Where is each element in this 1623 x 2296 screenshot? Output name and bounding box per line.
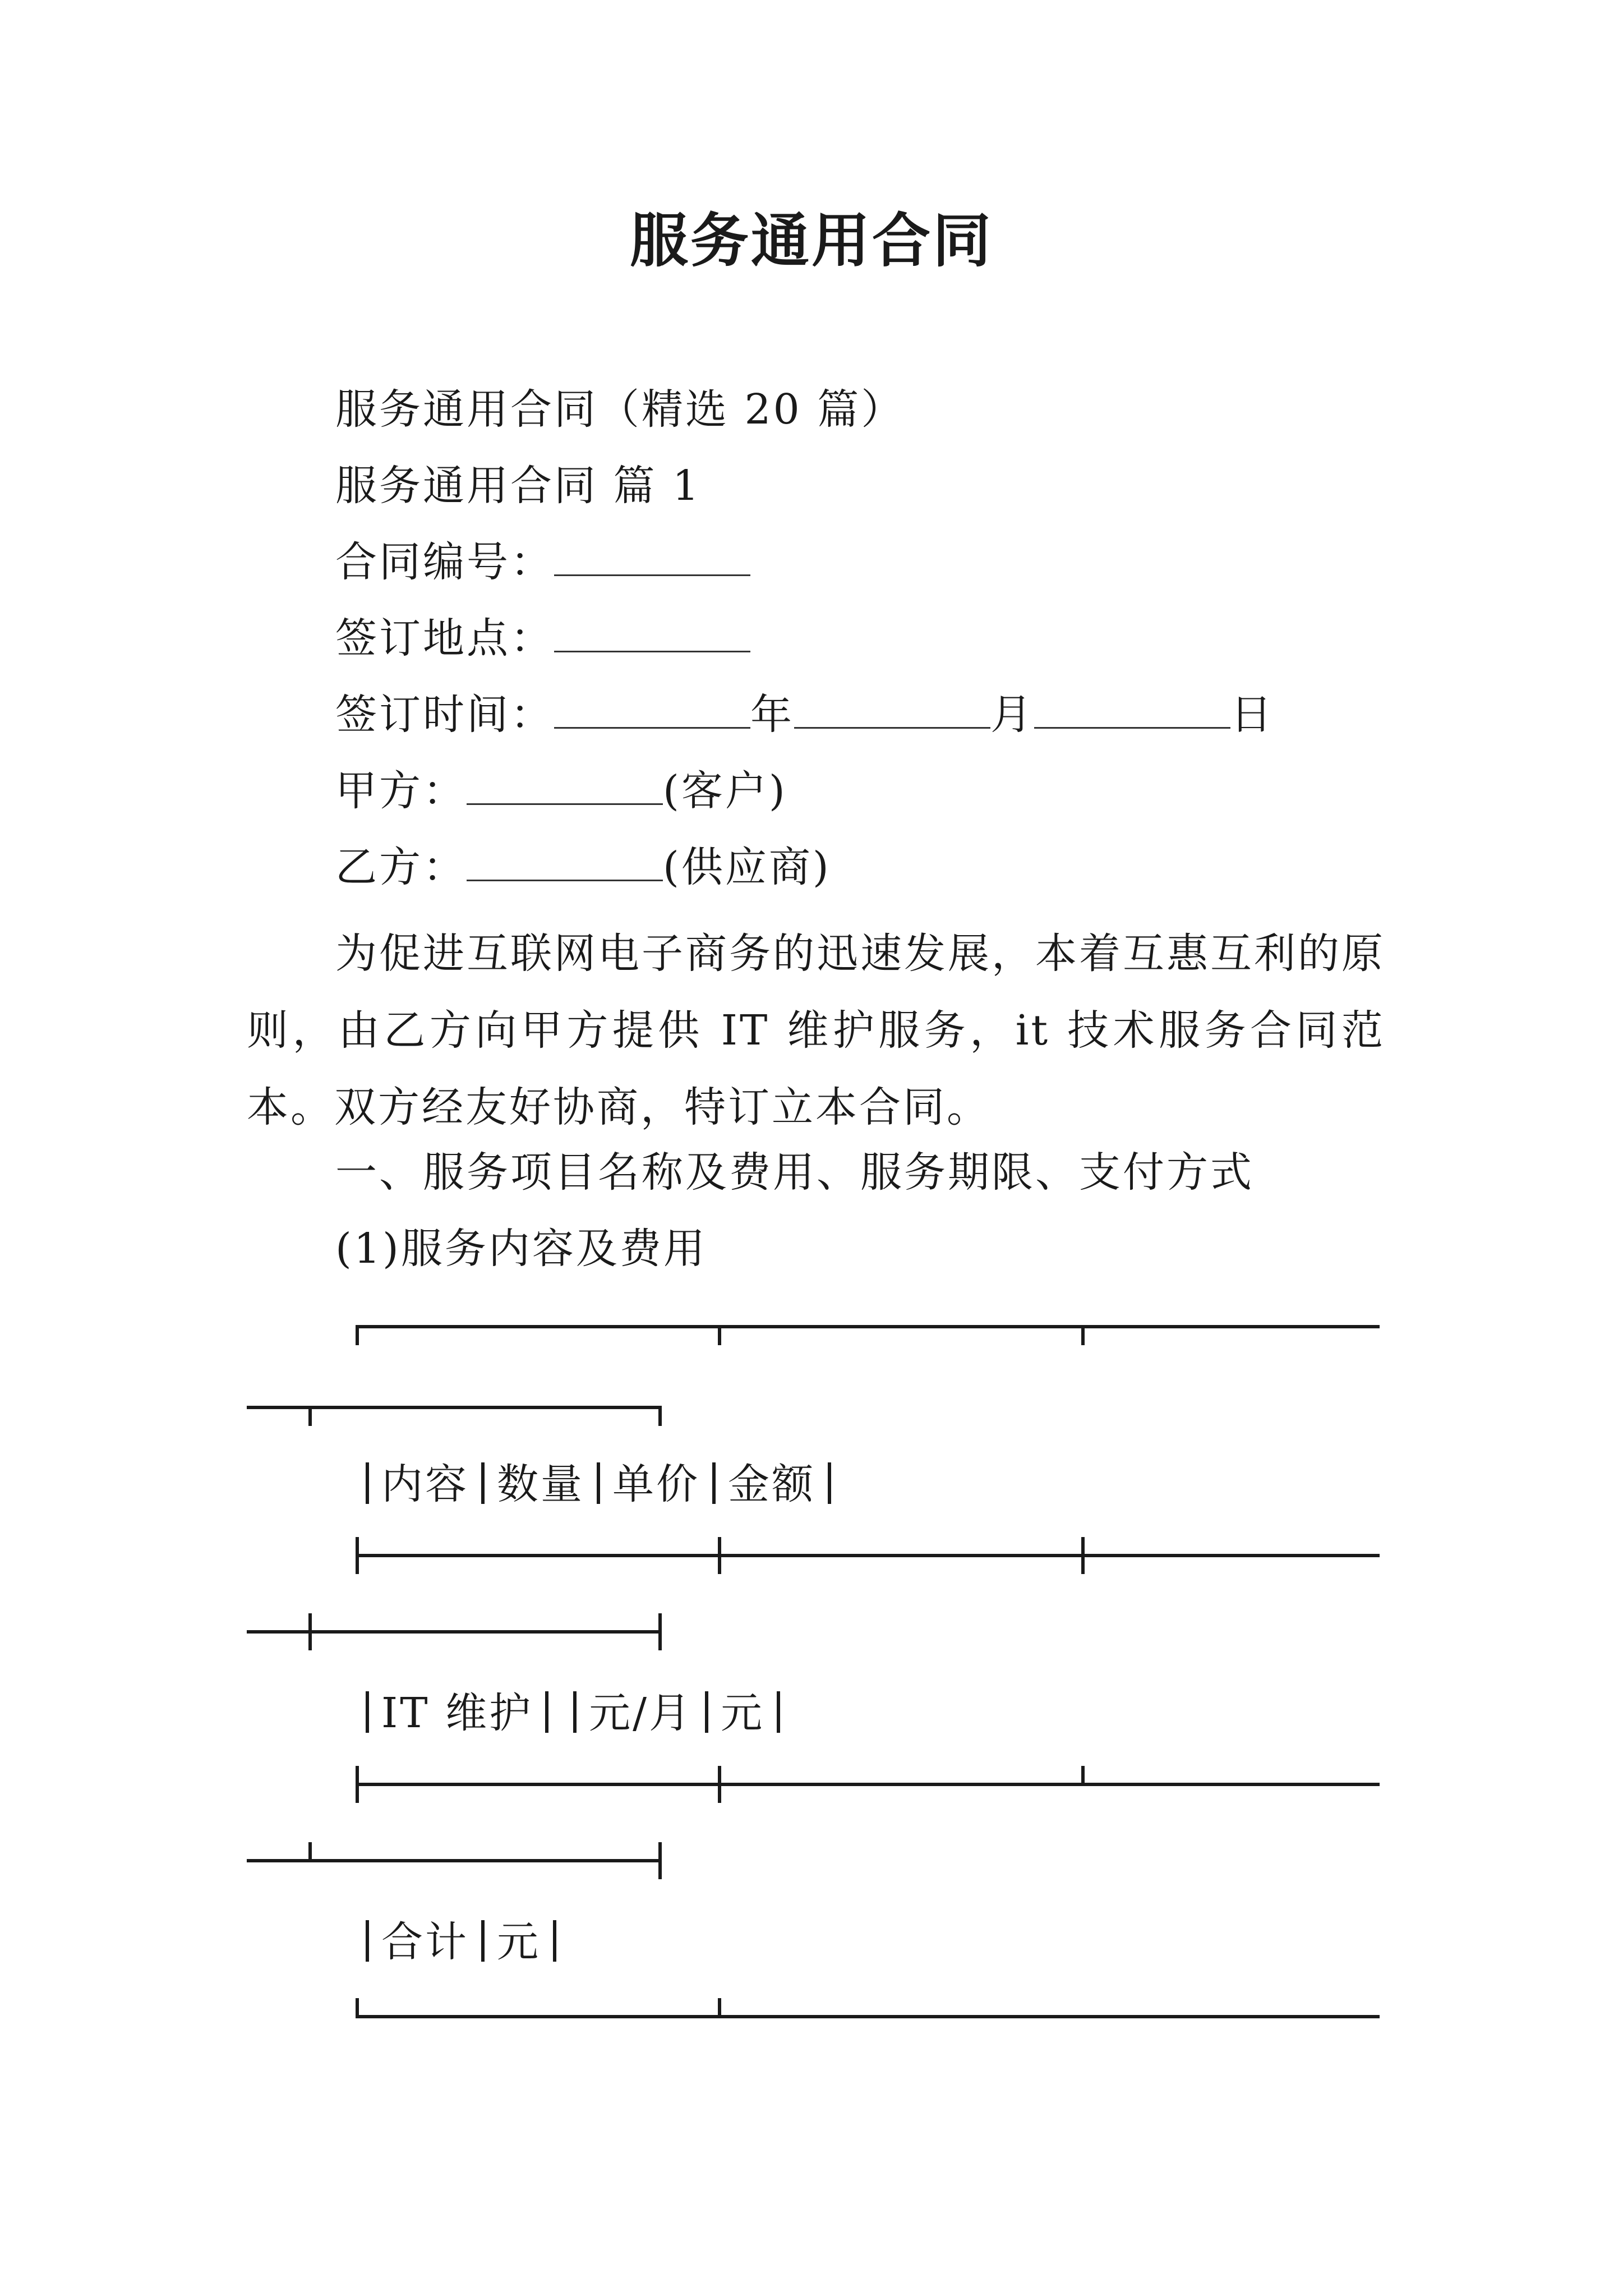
year-blank [554,690,750,729]
table-top-border [356,1325,1380,1328]
table-tick [718,1325,721,1345]
day-label: 日 [1230,691,1274,739]
sign-time-line [335,687,1274,743]
contract-number-blank [554,537,750,576]
table-divider [573,1691,577,1733]
month-label: 月 [990,691,1034,739]
table-cell: 元/月 [589,1689,693,1737]
table-divider [553,1920,556,1962]
table-divider [597,1462,600,1504]
table-divider [545,1691,548,1733]
table-corner-tl [356,1325,359,1345]
table-tick [718,1998,721,2018]
document-title: 服务通用合同 [629,206,993,275]
party-a-label: 甲方： [335,767,467,815]
section-heading: 服务通用合同 篇 1 [335,462,702,510]
party-b-label: 乙方： [335,843,467,891]
table-corner-bl [356,1998,359,2018]
party-a-blank [467,766,663,805]
table-divider [366,1691,369,1733]
party-b-line [335,839,831,895]
clause-1: 一、服务项目名称及费用、服务期限、支付方式 [335,1148,1254,1197]
table-tick [308,1613,312,1650]
table-cell: 数量 [497,1460,584,1508]
table-divider [712,1462,716,1504]
table-corner-tr [658,1406,662,1426]
sign-time-label: 签订时间： [335,691,554,739]
intro-paragraph: 为促进互联网电子商务的迅速发展，本着互惠互利的原则，由乙方向甲方提供 IT 维护服务，it 技术服务合同范本。双方经友好协商，特订立本合同。 [247,930,1385,1131]
table-tick [308,1842,312,1862]
party-a-role: (客户) [663,767,787,815]
year-label: 年 [750,691,794,739]
table-cell: 合计 [381,1918,469,1966]
document-subtitle: 服务通用合同（精选 20 篇） [335,385,905,434]
day-blank [1034,690,1230,729]
sign-place-line [335,610,750,666]
table-divider [828,1462,831,1504]
table-tick [658,1842,662,1879]
table-divider [705,1691,708,1733]
table-tick [1081,1325,1085,1345]
table-divider [366,1462,369,1504]
party-b-blank [467,843,663,881]
contract-number-line [335,534,750,590]
sign-place-label: 签订地点： [335,614,554,662]
table-cell: 元 [721,1689,765,1737]
table-divider [777,1691,780,1733]
table-cell: 单价 [612,1460,700,1508]
table-cell: 内容 [381,1460,469,1508]
table-total-row [353,1914,569,1970]
table-tick [356,1766,359,1803]
party-b-role: (供应商) [663,843,831,891]
table-cell: IT 维护 [381,1689,533,1737]
table-tick [308,1406,312,1426]
table-separator [356,1554,1380,1557]
table-tick [1081,1537,1085,1574]
table-tick [718,1766,721,1803]
table-separator [356,1783,1380,1786]
month-blank [794,690,990,729]
table-header-row [353,1456,843,1512]
table-divider [366,1920,369,1962]
table-bottom-border [356,2015,1380,2018]
table-divider [481,1920,485,1962]
contract-number-label: 合同编号： [335,538,554,586]
table-cell: 金额 [728,1460,815,1508]
table-tick [356,1537,359,1574]
party-a-line [335,763,787,819]
clause-1-1: (1)服务内容及费用 [335,1225,707,1273]
table-tick [718,1537,721,1574]
table-tick [1081,1766,1085,1786]
table-tick [658,1613,662,1650]
table-row [353,1685,792,1741]
table-divider [481,1462,485,1504]
table-cell: 元 [497,1918,541,1966]
sign-place-blank [554,614,750,652]
